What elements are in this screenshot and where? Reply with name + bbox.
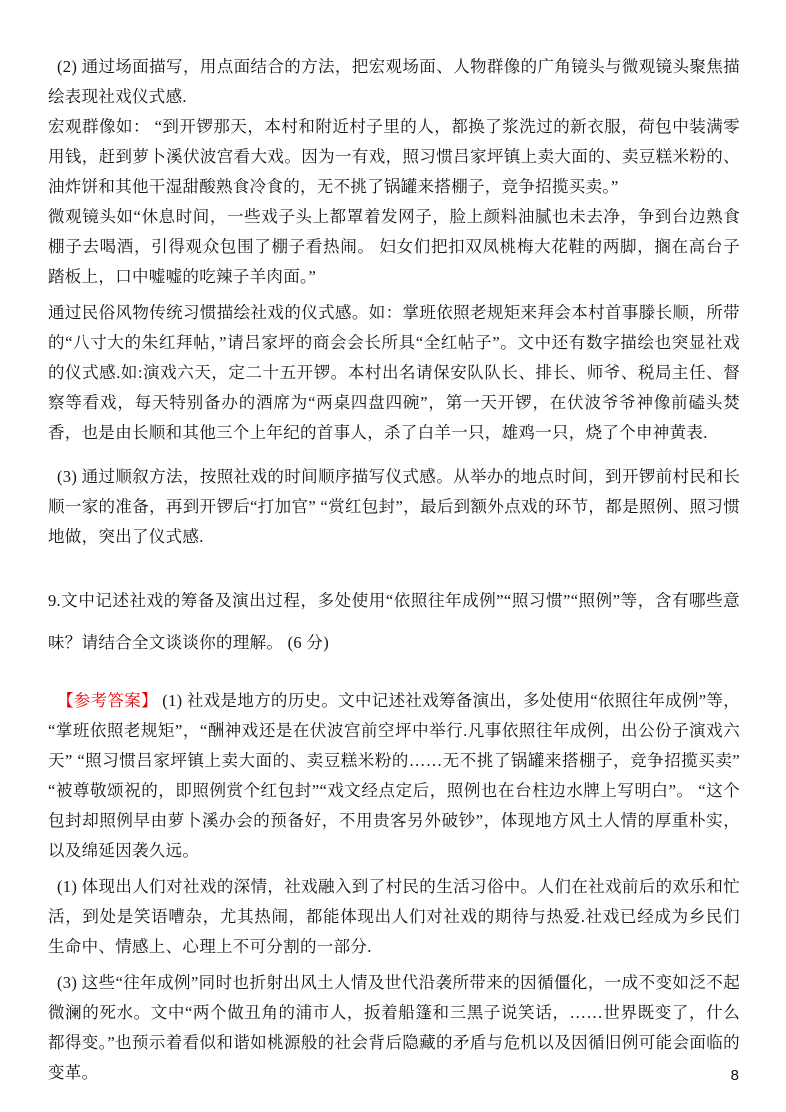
- analysis-point-2: (2) 通过场面描写，用点面结合的方法，把宏观场面、人物群像的广角镜头与微观镜头聚焦描绘表现社戏仪式感.: [48, 57, 740, 106]
- question-9: 9.文中记述社戏的筹备及演出过程，多处使用“依照往年成例”“照习惯”“照例”等，含有哪些意味？请结合全文谈谈你的理解。 (6 分): [48, 591, 740, 652]
- reference-answer-part-1-text: (1) 社戏是地方的历史。文中记述社戏筹备演出，多处使用“依照往年成例”等，“掌班依照老规矩”，“酬神戏还是在伏波宫前空坪中举行.凡事依照往年成例，出公份子演戏六天” “照习惯吕家坪镇上卖大面的、卖豆糕米粉的……无不挑了锅罐来搭棚子，竞争招揽买卖” “被尊敬颂祝的，即照例赏个红包封”“戏文经点定后，照例也在台柱边水牌上写明白”。 “这个包封却照例早由萝卜溪办会的预备好，不用贵客另外破钞”，体现地方风土人情的厚重朴实，以及绵延因袭久远。: [48, 691, 740, 860]
- analysis-point-3: (3) 通过顺叙方法，按照社戏的时间顺序描写仪式感。从举办的地点时间，到开锣前村民和长顺一家的准备，再到开锣后“打加官” “赏红包封”，最后到额外点戏的环节，都是照例、照习惯地做，突出了仪式感.: [48, 467, 740, 546]
- folk-custom-paragraph: 通过民俗风物传统习惯描绘社戏的仪式感。如：掌班依照老规矩来拜会本村首事滕长顺，所带的“八寸大的朱红拜帖，”请吕家坪的商会会长所具“全红帖子”。文中还有数字描绘也突显社戏的仪式感.如:演戏六天，定二十五开锣。本村出名请保安队队长、排长、师爷、税局主任、督察等看戏，每天特别备办的酒席为“两桌四盘四碗”，第一天开锣，在伏波爷爷神像前磕头焚香，也是由长顺和其他三个上年纪的首事人，杀了白羊一只，雄鸡一只，烧了个申神黄表.: [48, 303, 740, 442]
- macro-scene-paragraph: 宏观群像如： “到开锣那天，本村和附近村子里的人，都换了浆洗过的新衣服，荷包中装满零用钱，赶到萝卜溪伏波宫看大戏。因为一有戏，照习惯吕家坪镇上卖大面的、卖豆糕米粉的、油炸饼和其他干湿甜酸熟食冷食的，无不挑了锅罐来搭棚子，竞争招揽买卖。”: [48, 117, 740, 196]
- document-content: [48, 52, 740, 1088]
- page-number: 8: [730, 1067, 739, 1084]
- reference-answer-label: 【参考答案】: [57, 691, 158, 710]
- reference-answer-part-1: [48, 686, 740, 866]
- micro-scene-paragraph: 微观镜头如“休息时间，一些戏子头上都罩着发网子，脸上颜料油腻也未去净，争到台边熟食棚子去喝酒，引得观众包围了棚子看热闹。 妇女们把扣双凤桃梅大花鞋的两脚，搁在高台子踏板上，口中嘘嘘的吃辣子羊肉面。”: [48, 207, 740, 286]
- reference-answer-part-3: (3) 这些“往年成例”同时也折射出风土人情及世代沿袭所带来的因循僵化，一成不变如泛不起微澜的死水。文中“两个做丑角的浦市人，扳着船篷和三黑子说笑话，……世界既变了，什么都得变。”也预示着看似和谐如桃源般的社会背后隐藏的矛盾与危机以及因循旧例可能会面临的变革。: [48, 973, 740, 1082]
- reference-answer-part-2: (1) 体现出人们对社戏的深情，社戏融入到了村民的生活习俗中。人们在社戏前后的欢乐和忙活，到处是笑语嘈杂，尤其热闹，都能体现出人们对社戏的期待与热爱.社戏已经成为乡民们生命中、情感上、心理上不可分割的一部分.: [48, 877, 740, 956]
